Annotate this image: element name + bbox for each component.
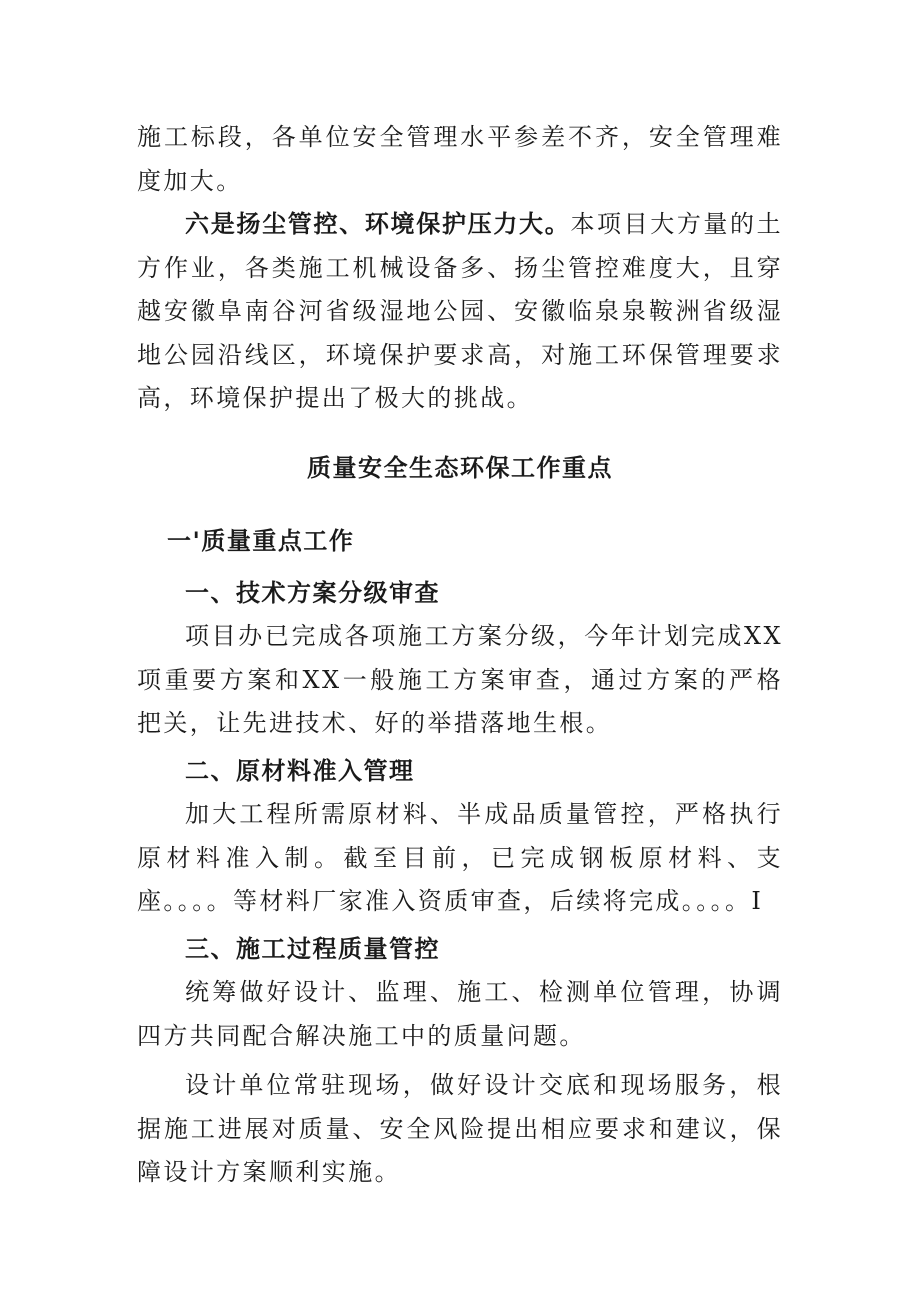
section-title: 质量安全生态环保工作重点 [307,453,613,482]
subsection-heading-1: 一、技术方案分级审查 [185,578,440,607]
continued-paragraph: 施工标段，各单位安全管理水平参差不齐，安全管理难度加大。 [137,123,783,195]
part-one-heading: 一'质量重点工作 [167,527,355,555]
item-six-body: 本项目大方量的土方作业，各类施工机械设备多、扬尘管控难度大，且穿越安徽阜南谷河省级湿地公园、安徽临泉泉鞍洲省级湿地公园沿线区，环境保护要求高，对施工环保管理要求高，环境保护提出了极大的挑战。 [137,210,784,412]
document-body [137,116,783,1195]
subsection-heading-2: 二、原材料准入管理 [185,756,415,785]
subsection-3-paragraph-1: 统筹做好设计、监理、施工、检测单位管理，协调四方共同配合解决施工中的质量问题。 [137,978,783,1050]
subsection-2-paragraph-1: 加大工程所需原材料、半成品质量管控，严格执行原材料准入制。截至目前，已完成钢板原材料、支座。。。。等材料厂家准入资质审查，后续将完成。。。。I [137,800,783,915]
item-six-paragraph [137,203,783,421]
subsection-3-paragraph-2: 设计单位常驻现场，做好设计交底和现场服务，根据施工进展对质量、安全风险提出相应要求和建议，保障设计方案顺利实施。 [137,1071,783,1186]
subsection-1-paragraph-1: 项目办已完成各项施工方案分级，今年计划完成XX项重要方案和XX一般施工方案审查，通过方案的严格把关，让先进技术、好的举措落地生根。 [137,622,783,737]
item-six-lead: 六是扬尘管控、环境保护压力大。 [185,210,571,238]
subsection-heading-3: 三、施工过程质量管控 [185,934,440,963]
